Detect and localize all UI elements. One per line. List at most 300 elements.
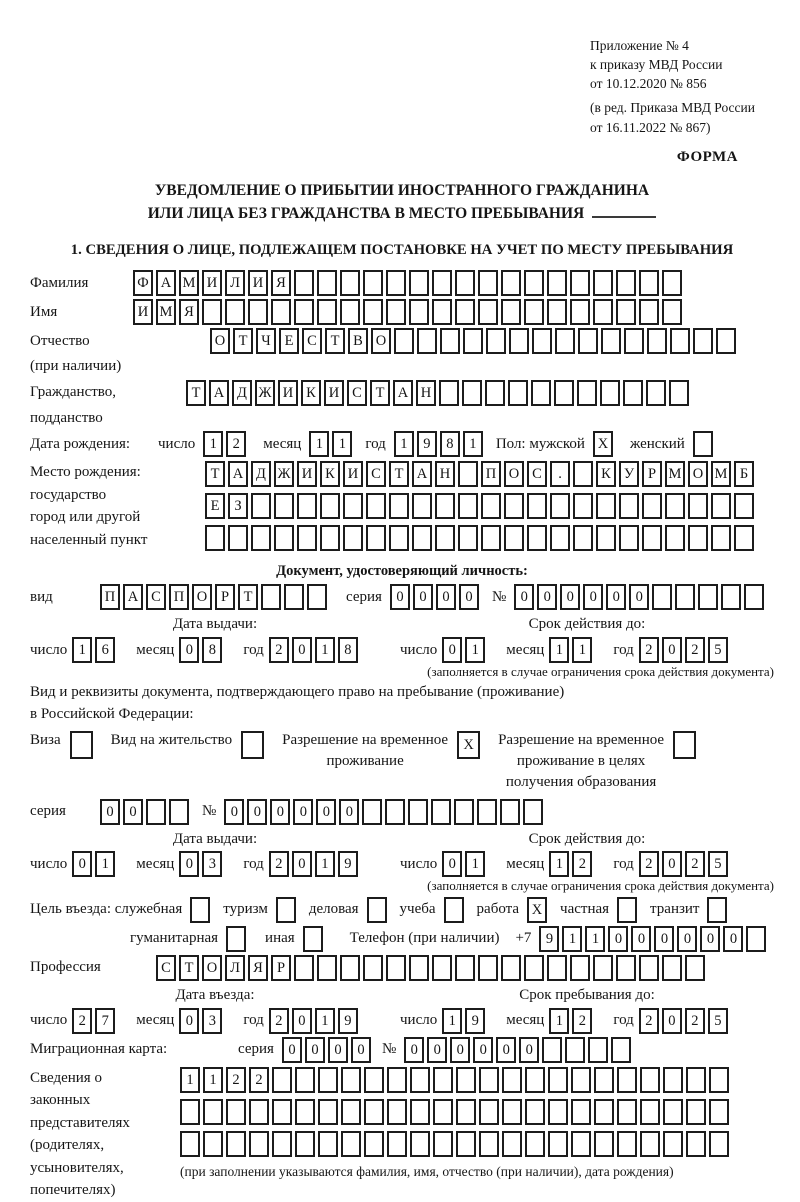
- char-box[interactable]: [248, 299, 268, 325]
- char-box[interactable]: [616, 270, 636, 296]
- char-box[interactable]: [366, 525, 386, 551]
- char-box[interactable]: К: [301, 380, 321, 406]
- char-box[interactable]: 0: [583, 584, 603, 610]
- char-box[interactable]: 0: [537, 584, 557, 610]
- char-box[interactable]: [477, 799, 497, 825]
- char-box[interactable]: 0: [473, 1037, 493, 1063]
- char-box[interactable]: [410, 1131, 430, 1157]
- char-box[interactable]: С: [146, 584, 166, 610]
- char-box[interactable]: 0: [179, 1008, 199, 1034]
- char-box[interactable]: 0: [413, 584, 433, 610]
- char-box[interactable]: [284, 584, 304, 610]
- char-box[interactable]: 1: [315, 637, 335, 663]
- char-box[interactable]: Т: [179, 955, 199, 981]
- char-box[interactable]: 0: [450, 1037, 470, 1063]
- char-box[interactable]: [294, 955, 314, 981]
- char-box[interactable]: 1: [95, 851, 115, 877]
- char-box[interactable]: [226, 1099, 246, 1125]
- char-box[interactable]: 8: [338, 637, 358, 663]
- char-box[interactable]: [463, 328, 483, 354]
- char-box[interactable]: 1: [309, 431, 329, 457]
- char-box[interactable]: 0: [662, 1008, 682, 1034]
- purpose-other-checkbox[interactable]: [303, 926, 323, 952]
- sex-male-checkbox[interactable]: X: [593, 431, 613, 457]
- char-box[interactable]: [639, 955, 659, 981]
- char-box[interactable]: [688, 493, 708, 519]
- char-box[interactable]: [362, 799, 382, 825]
- char-box[interactable]: М: [179, 270, 199, 296]
- char-box[interactable]: 3: [202, 1008, 222, 1034]
- char-box[interactable]: [228, 525, 248, 551]
- char-box[interactable]: [686, 1131, 706, 1157]
- char-box[interactable]: [571, 1099, 591, 1125]
- char-box[interactable]: [547, 270, 567, 296]
- char-box[interactable]: У: [619, 461, 639, 487]
- char-box[interactable]: 5: [708, 637, 728, 663]
- char-box[interactable]: [698, 584, 718, 610]
- char-box[interactable]: [646, 380, 666, 406]
- char-box[interactable]: 2: [572, 851, 592, 877]
- char-box[interactable]: О: [210, 328, 230, 354]
- char-box[interactable]: [616, 299, 636, 325]
- char-box[interactable]: [547, 299, 567, 325]
- char-box[interactable]: [501, 270, 521, 296]
- char-box[interactable]: С: [156, 955, 176, 981]
- char-box[interactable]: 0: [339, 799, 359, 825]
- char-box[interactable]: 2: [639, 637, 659, 663]
- char-box[interactable]: 0: [123, 799, 143, 825]
- char-box[interactable]: [502, 1067, 522, 1093]
- char-box[interactable]: [479, 1131, 499, 1157]
- char-box[interactable]: 0: [390, 584, 410, 610]
- char-box[interactable]: 0: [316, 799, 336, 825]
- char-box[interactable]: 0: [292, 1008, 312, 1034]
- char-box[interactable]: [440, 328, 460, 354]
- char-box[interactable]: 0: [560, 584, 580, 610]
- char-box[interactable]: [363, 299, 383, 325]
- char-box[interactable]: 9: [338, 1008, 358, 1034]
- char-box[interactable]: [454, 799, 474, 825]
- residence-permit-checkbox[interactable]: [241, 731, 264, 759]
- char-box[interactable]: [225, 299, 245, 325]
- char-box[interactable]: [570, 270, 590, 296]
- char-box[interactable]: 0: [606, 584, 626, 610]
- char-box[interactable]: Л: [225, 955, 245, 981]
- char-box[interactable]: 1: [549, 1008, 569, 1034]
- char-box[interactable]: [746, 926, 766, 952]
- char-box[interactable]: [709, 1131, 729, 1157]
- char-box[interactable]: В: [348, 328, 368, 354]
- char-box[interactable]: [571, 1067, 591, 1093]
- char-box[interactable]: 9: [465, 1008, 485, 1034]
- char-box[interactable]: [600, 380, 620, 406]
- char-box[interactable]: 0: [629, 584, 649, 610]
- char-box[interactable]: [318, 1099, 338, 1125]
- char-box[interactable]: 2: [72, 1008, 92, 1034]
- char-box[interactable]: Б: [734, 461, 754, 487]
- char-box[interactable]: [410, 1099, 430, 1125]
- char-box[interactable]: [274, 493, 294, 519]
- char-box[interactable]: [387, 1099, 407, 1125]
- char-box[interactable]: 7: [95, 1008, 115, 1034]
- char-box[interactable]: [458, 525, 478, 551]
- char-box[interactable]: Ф: [133, 270, 153, 296]
- char-box[interactable]: 5: [708, 851, 728, 877]
- char-box[interactable]: 0: [459, 584, 479, 610]
- char-box[interactable]: [458, 493, 478, 519]
- char-box[interactable]: [504, 525, 524, 551]
- char-box[interactable]: [688, 525, 708, 551]
- char-box[interactable]: [341, 1099, 361, 1125]
- char-box[interactable]: [251, 525, 271, 551]
- char-box[interactable]: [343, 525, 363, 551]
- char-box[interactable]: [617, 1067, 637, 1093]
- char-box[interactable]: [340, 955, 360, 981]
- char-box[interactable]: [640, 1099, 660, 1125]
- char-box[interactable]: [734, 525, 754, 551]
- char-box[interactable]: [341, 1067, 361, 1093]
- char-box[interactable]: [623, 380, 643, 406]
- char-box[interactable]: [433, 1099, 453, 1125]
- char-box[interactable]: [501, 955, 521, 981]
- char-box[interactable]: [640, 1067, 660, 1093]
- char-box[interactable]: О: [371, 328, 391, 354]
- char-box[interactable]: [456, 1067, 476, 1093]
- char-box[interactable]: [734, 493, 754, 519]
- char-box[interactable]: 0: [305, 1037, 325, 1063]
- char-box[interactable]: [524, 299, 544, 325]
- char-box[interactable]: 2: [639, 851, 659, 877]
- char-box[interactable]: И: [202, 270, 222, 296]
- char-box[interactable]: Р: [642, 461, 662, 487]
- char-box[interactable]: 0: [282, 1037, 302, 1063]
- char-box[interactable]: [669, 380, 689, 406]
- char-box[interactable]: 0: [442, 851, 462, 877]
- char-box[interactable]: [611, 1037, 631, 1063]
- char-box[interactable]: [593, 270, 613, 296]
- char-box[interactable]: [251, 493, 271, 519]
- char-box[interactable]: Д: [251, 461, 271, 487]
- sex-female-checkbox[interactable]: [693, 431, 713, 457]
- purpose-official-checkbox[interactable]: [190, 897, 210, 923]
- char-box[interactable]: [721, 584, 741, 610]
- char-box[interactable]: Е: [205, 493, 225, 519]
- char-box[interactable]: [274, 525, 294, 551]
- char-box[interactable]: [295, 1099, 315, 1125]
- char-box[interactable]: И: [297, 461, 317, 487]
- char-box[interactable]: [663, 1099, 683, 1125]
- char-box[interactable]: [318, 1067, 338, 1093]
- char-box[interactable]: [486, 328, 506, 354]
- char-box[interactable]: 0: [72, 851, 92, 877]
- char-box[interactable]: [670, 328, 690, 354]
- char-box[interactable]: 1: [315, 1008, 335, 1034]
- char-box[interactable]: О: [688, 461, 708, 487]
- char-box[interactable]: 1: [562, 926, 582, 952]
- char-box[interactable]: [249, 1131, 269, 1157]
- char-box[interactable]: [524, 270, 544, 296]
- char-box[interactable]: [573, 525, 593, 551]
- char-box[interactable]: 0: [436, 584, 456, 610]
- char-box[interactable]: [501, 299, 521, 325]
- char-box[interactable]: Р: [271, 955, 291, 981]
- purpose-study-checkbox[interactable]: [444, 897, 464, 923]
- char-box[interactable]: 0: [631, 926, 651, 952]
- char-box[interactable]: К: [320, 461, 340, 487]
- char-box[interactable]: [686, 1067, 706, 1093]
- char-box[interactable]: [478, 299, 498, 325]
- char-box[interactable]: [685, 955, 705, 981]
- char-box[interactable]: 0: [351, 1037, 371, 1063]
- char-box[interactable]: [663, 1067, 683, 1093]
- char-box[interactable]: [146, 799, 166, 825]
- char-box[interactable]: [340, 299, 360, 325]
- char-box[interactable]: [435, 493, 455, 519]
- char-box[interactable]: 1: [549, 637, 569, 663]
- char-box[interactable]: [409, 299, 429, 325]
- char-box[interactable]: [523, 799, 543, 825]
- char-box[interactable]: [640, 1131, 660, 1157]
- char-box[interactable]: [343, 493, 363, 519]
- char-box[interactable]: 0: [427, 1037, 447, 1063]
- char-box[interactable]: Л: [225, 270, 245, 296]
- char-box[interactable]: [294, 270, 314, 296]
- char-box[interactable]: [432, 270, 452, 296]
- char-box[interactable]: [565, 1037, 585, 1063]
- char-box[interactable]: 9: [338, 851, 358, 877]
- char-box[interactable]: [570, 955, 590, 981]
- char-box[interactable]: [639, 270, 659, 296]
- char-box[interactable]: П: [481, 461, 501, 487]
- char-box[interactable]: [500, 799, 520, 825]
- char-box[interactable]: [525, 1099, 545, 1125]
- char-box[interactable]: [320, 525, 340, 551]
- char-box[interactable]: С: [527, 461, 547, 487]
- char-box[interactable]: С: [302, 328, 322, 354]
- char-box[interactable]: [317, 270, 337, 296]
- char-box[interactable]: 0: [442, 637, 462, 663]
- char-box[interactable]: [318, 1131, 338, 1157]
- char-box[interactable]: 2: [269, 1008, 289, 1034]
- char-box[interactable]: 0: [292, 637, 312, 663]
- char-box[interactable]: [675, 584, 695, 610]
- char-box[interactable]: [226, 1131, 246, 1157]
- char-box[interactable]: [364, 1131, 384, 1157]
- char-box[interactable]: 0: [677, 926, 697, 952]
- char-box[interactable]: 2: [226, 1067, 246, 1093]
- char-box[interactable]: [409, 955, 429, 981]
- char-box[interactable]: [431, 799, 451, 825]
- char-box[interactable]: [502, 1131, 522, 1157]
- char-box[interactable]: [550, 525, 570, 551]
- char-box[interactable]: 9: [417, 431, 437, 457]
- char-box[interactable]: [709, 1067, 729, 1093]
- char-box[interactable]: [202, 299, 222, 325]
- char-box[interactable]: [479, 1099, 499, 1125]
- char-box[interactable]: 0: [224, 799, 244, 825]
- char-box[interactable]: [616, 955, 636, 981]
- char-box[interactable]: А: [393, 380, 413, 406]
- char-box[interactable]: 0: [293, 799, 313, 825]
- char-box[interactable]: Т: [370, 380, 390, 406]
- char-box[interactable]: [205, 525, 225, 551]
- char-box[interactable]: [307, 584, 327, 610]
- char-box[interactable]: 0: [292, 851, 312, 877]
- char-box[interactable]: 1: [203, 431, 223, 457]
- char-box[interactable]: [294, 299, 314, 325]
- purpose-tourism-checkbox[interactable]: [276, 897, 296, 923]
- char-box[interactable]: [394, 328, 414, 354]
- char-box[interactable]: А: [123, 584, 143, 610]
- char-box[interactable]: [662, 299, 682, 325]
- char-box[interactable]: 1: [463, 431, 483, 457]
- char-box[interactable]: А: [209, 380, 229, 406]
- char-box[interactable]: 1: [315, 851, 335, 877]
- char-box[interactable]: [596, 525, 616, 551]
- char-box[interactable]: О: [192, 584, 212, 610]
- visa-checkbox[interactable]: [70, 731, 93, 759]
- temporary-residence-education-checkbox[interactable]: [673, 731, 696, 759]
- char-box[interactable]: [527, 525, 547, 551]
- char-box[interactable]: 0: [608, 926, 628, 952]
- char-box[interactable]: З: [228, 493, 248, 519]
- char-box[interactable]: [578, 328, 598, 354]
- char-box[interactable]: О: [202, 955, 222, 981]
- char-box[interactable]: [272, 1067, 292, 1093]
- char-box[interactable]: [180, 1131, 200, 1157]
- char-box[interactable]: [617, 1099, 637, 1125]
- char-box[interactable]: [709, 1099, 729, 1125]
- char-box[interactable]: [435, 525, 455, 551]
- char-box[interactable]: 0: [723, 926, 743, 952]
- char-box[interactable]: [601, 328, 621, 354]
- char-box[interactable]: П: [169, 584, 189, 610]
- char-box[interactable]: [410, 1067, 430, 1093]
- char-box[interactable]: [364, 1067, 384, 1093]
- char-box[interactable]: [711, 525, 731, 551]
- char-box[interactable]: [619, 493, 639, 519]
- purpose-private-checkbox[interactable]: [617, 897, 637, 923]
- purpose-business-checkbox[interactable]: [367, 897, 387, 923]
- char-box[interactable]: М: [156, 299, 176, 325]
- char-box[interactable]: Е: [279, 328, 299, 354]
- char-box[interactable]: [662, 955, 682, 981]
- char-box[interactable]: [577, 380, 597, 406]
- char-box[interactable]: 2: [226, 431, 246, 457]
- char-box[interactable]: [272, 1131, 292, 1157]
- char-box[interactable]: [432, 299, 452, 325]
- char-box[interactable]: 2: [269, 637, 289, 663]
- char-box[interactable]: [573, 493, 593, 519]
- char-box[interactable]: [548, 1099, 568, 1125]
- char-box[interactable]: 0: [662, 851, 682, 877]
- char-box[interactable]: [455, 270, 475, 296]
- char-box[interactable]: [412, 525, 432, 551]
- char-box[interactable]: А: [156, 270, 176, 296]
- char-box[interactable]: [509, 328, 529, 354]
- char-box[interactable]: Я: [271, 270, 291, 296]
- char-box[interactable]: [295, 1131, 315, 1157]
- char-box[interactable]: [554, 380, 574, 406]
- char-box[interactable]: [249, 1099, 269, 1125]
- char-box[interactable]: Н: [435, 461, 455, 487]
- char-box[interactable]: [387, 1131, 407, 1157]
- char-box[interactable]: [408, 799, 428, 825]
- char-box[interactable]: [340, 270, 360, 296]
- char-box[interactable]: Т: [389, 461, 409, 487]
- char-box[interactable]: 0: [100, 799, 120, 825]
- char-box[interactable]: М: [711, 461, 731, 487]
- char-box[interactable]: [389, 493, 409, 519]
- char-box[interactable]: [504, 493, 524, 519]
- char-box[interactable]: [386, 299, 406, 325]
- char-box[interactable]: [548, 1131, 568, 1157]
- char-box[interactable]: 0: [328, 1037, 348, 1063]
- char-box[interactable]: [570, 299, 590, 325]
- char-box[interactable]: [363, 955, 383, 981]
- char-box[interactable]: 1: [572, 637, 592, 663]
- char-box[interactable]: К: [596, 461, 616, 487]
- char-box[interactable]: 0: [496, 1037, 516, 1063]
- char-box[interactable]: [320, 493, 340, 519]
- char-box[interactable]: [555, 328, 575, 354]
- char-box[interactable]: [417, 328, 437, 354]
- char-box[interactable]: [596, 493, 616, 519]
- char-box[interactable]: [594, 1067, 614, 1093]
- char-box[interactable]: Т: [238, 584, 258, 610]
- char-box[interactable]: [593, 955, 613, 981]
- char-box[interactable]: [686, 1099, 706, 1125]
- char-box[interactable]: 1: [465, 637, 485, 663]
- char-box[interactable]: 1: [549, 851, 569, 877]
- char-box[interactable]: [662, 270, 682, 296]
- char-box[interactable]: [409, 270, 429, 296]
- char-box[interactable]: 0: [247, 799, 267, 825]
- char-box[interactable]: [508, 380, 528, 406]
- char-box[interactable]: 1: [394, 431, 414, 457]
- char-box[interactable]: Н: [416, 380, 436, 406]
- char-box[interactable]: [455, 955, 475, 981]
- char-box[interactable]: [532, 328, 552, 354]
- char-box[interactable]: [364, 1099, 384, 1125]
- char-box[interactable]: [542, 1037, 562, 1063]
- char-box[interactable]: 0: [514, 584, 534, 610]
- char-box[interactable]: [432, 955, 452, 981]
- char-box[interactable]: [272, 1099, 292, 1125]
- char-box[interactable]: Ж: [255, 380, 275, 406]
- char-box[interactable]: Д: [232, 380, 252, 406]
- char-box[interactable]: [485, 380, 505, 406]
- char-box[interactable]: С: [366, 461, 386, 487]
- char-box[interactable]: [642, 525, 662, 551]
- purpose-work-checkbox[interactable]: X: [527, 897, 547, 923]
- char-box[interactable]: А: [412, 461, 432, 487]
- char-box[interactable]: 1: [180, 1067, 200, 1093]
- char-box[interactable]: [527, 493, 547, 519]
- char-box[interactable]: [594, 1099, 614, 1125]
- char-box[interactable]: 1: [72, 637, 92, 663]
- char-box[interactable]: [571, 1131, 591, 1157]
- char-box[interactable]: [665, 493, 685, 519]
- purpose-transit-checkbox[interactable]: [707, 897, 727, 923]
- char-box[interactable]: [462, 380, 482, 406]
- char-box[interactable]: Я: [179, 299, 199, 325]
- char-box[interactable]: [386, 955, 406, 981]
- char-box[interactable]: П: [100, 584, 120, 610]
- char-box[interactable]: Р: [215, 584, 235, 610]
- char-box[interactable]: [387, 1067, 407, 1093]
- char-box[interactable]: [363, 270, 383, 296]
